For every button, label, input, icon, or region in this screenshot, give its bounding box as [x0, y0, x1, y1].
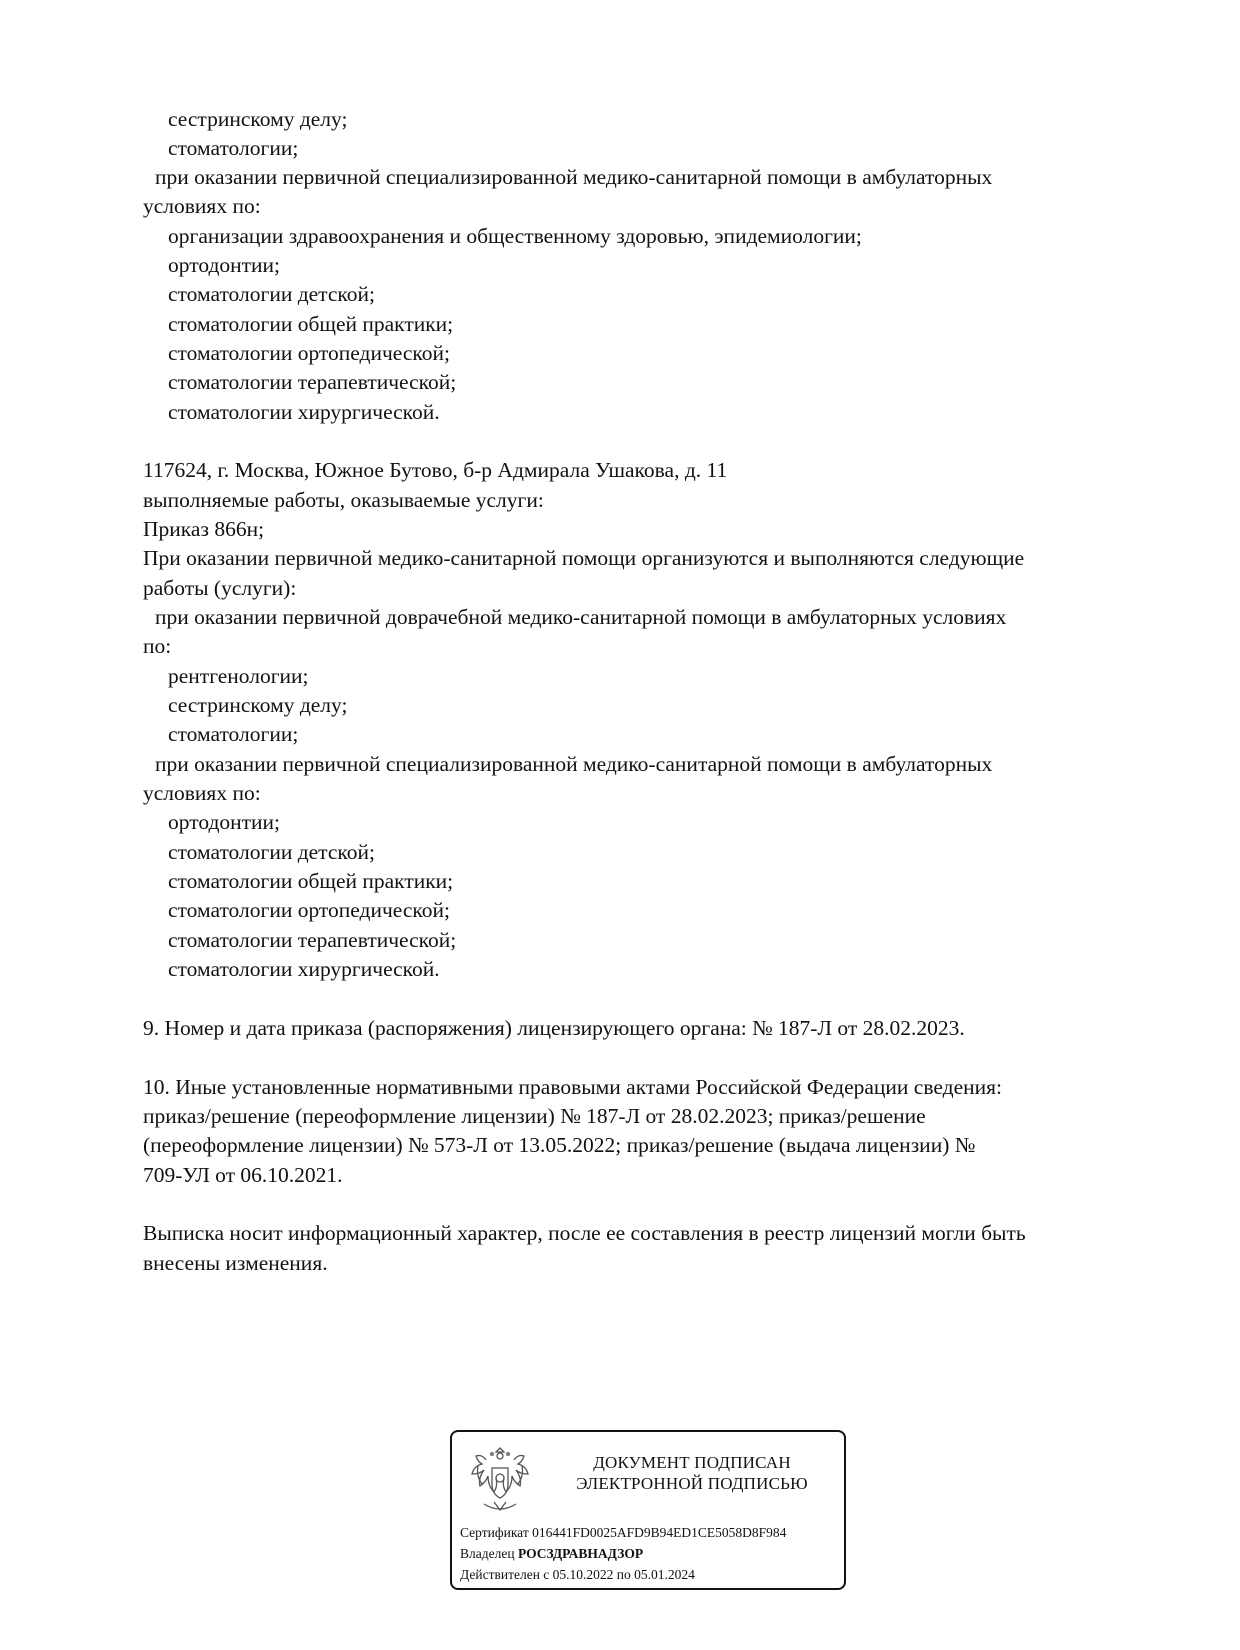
text-line: сестринскому делу;: [168, 107, 348, 131]
section-9: 9. Номер и дата приказа (распоряжения) лицензирующего органа: № 187-Л от 28.02.2023.: [143, 1016, 965, 1040]
text-line: стоматологии детской;: [168, 840, 375, 864]
validity-row: Действителен с 05.10.2022 по 05.01.2024: [460, 1567, 695, 1582]
text-line: стоматологии;: [168, 722, 299, 746]
owner-row: [460, 1545, 643, 1563]
owner-value: РОСЗДРАВНАДЗОР: [517, 1546, 644, 1561]
text-line: 709-УЛ от 06.10.2021.: [143, 1163, 343, 1187]
text-line: при оказании первичной специализированной медико-санитарной помощи в амбулаторных: [155, 752, 993, 776]
text-line: стоматологии общей практики;: [168, 869, 454, 893]
disclaimer: Выписка носит информационный характер, после ее составления в реестр лицензий могли быть: [143, 1221, 1026, 1245]
owner-label: Владелец: [460, 1546, 515, 1561]
e-signature-stamp: [450, 1430, 846, 1590]
stamp-title-line1: ДОКУМЕНТ ПОДПИСАН: [593, 1453, 791, 1472]
certificate-value: 016441FD0025AFD9B94ED1CE5058D8F984: [532, 1525, 787, 1540]
text-line: стоматологии ортопедической;: [168, 341, 451, 365]
text-line: стоматологии терапевтической;: [168, 370, 457, 394]
text-line: стоматологии ортопедической;: [168, 898, 451, 922]
certificate-row: [460, 1524, 786, 1542]
text-line: При оказании первичной медико-санитарной помощи организуются и выполняются следующие: [143, 546, 1025, 570]
text-line: стоматологии детской;: [168, 282, 375, 306]
address-line: 117624, г. Москва, Южное Бутово, б-р Адмирала Ушакова, д. 11: [143, 458, 728, 482]
text-line: работы (услуги):: [143, 576, 297, 600]
text-line: условиях по:: [143, 781, 261, 805]
text-line: стоматологии хирургической.: [168, 400, 440, 424]
text-line: организации здравоохранения и общественному здоровью, эпидемиологии;: [168, 224, 862, 248]
section-10: 10. Иные установленные нормативными правовыми актами Российской Федерации сведения:: [143, 1075, 1002, 1099]
coat-of-arms-icon: [464, 1442, 536, 1518]
text-line: рентгенологии;: [168, 664, 309, 688]
stamp-title-line2: ЭЛЕКТРОННОЙ ПОДПИСЬЮ: [576, 1474, 808, 1493]
text-line: по:: [143, 634, 172, 658]
text-line: выполняемые работы, оказываемые услуги:: [143, 488, 544, 512]
certificate-label: Сертификат: [460, 1525, 529, 1540]
text-line: стоматологии;: [168, 136, 299, 160]
text-line: (переоформление лицензии) № 573-Л от 13.05.2022; приказ/решение (выдача лицензии) №: [143, 1133, 976, 1157]
text-line: стоматологии хирургической.: [168, 957, 440, 981]
text-line: внесены изменения.: [143, 1251, 328, 1275]
text-line: при оказании первичной специализированной медико-санитарной помощи в амбулаторных: [155, 165, 993, 189]
text-line: стоматологии терапевтической;: [168, 928, 457, 952]
text-line: ортодонтии;: [168, 810, 281, 834]
stamp-title: [552, 1452, 832, 1494]
text-line: стоматологии общей практики;: [168, 312, 454, 336]
text-line: Приказ 866н;: [143, 517, 265, 541]
text-line: при оказании первичной доврачебной медико-санитарной помощи в амбулаторных условиях: [155, 605, 1007, 629]
text-line: условиях по:: [143, 194, 261, 218]
text-line: ортодонтии;: [168, 253, 281, 277]
text-line: приказ/решение (переоформление лицензии) № 187-Л от 28.02.2023; приказ/решение: [143, 1104, 926, 1128]
text-line: сестринскому делу;: [168, 693, 348, 717]
